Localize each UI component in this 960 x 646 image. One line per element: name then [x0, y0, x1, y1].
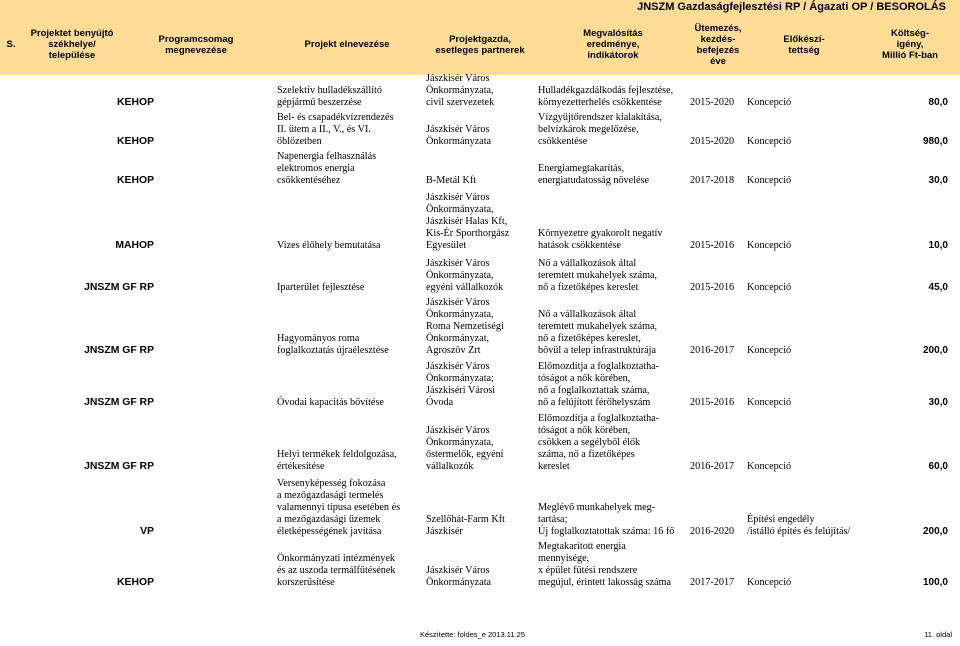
owner-cell: Jászkisér Város Önkormányzata, őstermelők, egyéni vállalkozók	[426, 425, 504, 472]
header-result: Megvalósítás eredménye, indikátorok	[583, 28, 643, 61]
header-program: Programcsomag megnevezése	[158, 33, 234, 56]
result-cell: Előmozdítja a foglalkoztatha- tóságot a nők körében, csökken a segélyből élők száma, nő a fizetőképes kereslet	[538, 413, 660, 472]
prep-cell: Koncepció	[747, 282, 792, 293]
header-applicant: Projektet benyújtó székhelye/ települése	[30, 28, 114, 61]
header-prep: Előkészí- tettség	[783, 33, 825, 56]
schedule-cell: 2017-2018	[690, 175, 735, 186]
schedule-cell: 2015-2020	[690, 97, 735, 108]
table-row	[0, 189, 960, 254]
table-header	[0, 14, 960, 75]
project-cell: Vizes élőhely bemutatása	[277, 240, 381, 251]
owner-cell: Jászkisér Város Önkormányzata	[426, 565, 492, 588]
header-project: Projekt elnevezése	[304, 39, 390, 50]
result-cell: Hulladékgazdálkodás fejlesztése, környezetterhelés csökkentése	[538, 85, 674, 108]
prep-cell: Építési engedély /istálló építés és felújítás/	[747, 514, 851, 537]
footer-author: Készítette: foldes_e 2013.11.25	[420, 630, 525, 639]
prep-cell: Koncepció	[747, 577, 792, 588]
result-cell: Környezetre gyakorolt negatív hatások csökkentése	[538, 228, 663, 251]
project-cell: Versenyképesség fokozása a mezőgazdasági termelés valamennyi típusa esetében és a mezőgazdasági üzemek életképességének javítása	[277, 478, 401, 537]
table-row	[0, 475, 960, 540]
result-cell: Nő a vállalkozások által teremtett mukahelyek száma, nő a fizetőképes kereslet, bővül a telep infrastruktúrája	[538, 309, 658, 356]
owner-cell: Jászkisér Város Önkormányzata, egyéni vállalkozók	[426, 258, 504, 293]
project-cell: Hagyományos roma foglalkoztatás újraélesztése	[277, 333, 389, 356]
owner-cell: Jászkisér Város Önkormányzata, Jászkisér Halas Kft, Kis-Ér Sporthorgász Egyesület	[426, 192, 510, 251]
owner-cell: Szellőhát-Farm Kft Jászkisér	[426, 514, 505, 537]
header-cost: Költség- igény, Millió Ft-ban	[882, 28, 938, 61]
project-cell: Helyi termékek feldolgozása, értékesítése	[277, 449, 397, 472]
schedule-cell: 2015-2020	[690, 136, 735, 147]
result-cell: Vízgyűjtőrendszer kialakítása, belvízkárok megelőzése, csökkentése	[538, 112, 662, 147]
schedule-cell: 2016-2017	[690, 345, 735, 356]
schedule-cell: 2015-2016	[690, 282, 735, 293]
schedule-cell: 2016-2020	[690, 526, 735, 537]
prep-cell: Koncepció	[747, 136, 792, 147]
owner-cell: Jászkisér Város Önkormányzata, Roma Nemzetiségi Önkormányzat, Agroszöv Zrt	[426, 297, 504, 356]
project-cell: Iparterület fejlesztése	[277, 282, 365, 293]
prep-cell: Koncepció	[747, 175, 792, 186]
schedule-cell: 2015-2016	[690, 240, 735, 251]
project-cell: Szelektív hulladékszállító gépjármű beszerzése	[277, 85, 382, 108]
schedule-cell: 2016-2017	[690, 461, 735, 472]
owner-cell: Jászkisér Város Önkormányzata; Jászkiséri Városi Óvoda	[426, 361, 496, 408]
result-cell: Meglévő munkahelyek meg- tartása; Új foglalkoztatottak száma: 16 fő	[538, 502, 675, 537]
table-row	[0, 296, 960, 359]
table-row	[0, 359, 960, 411]
prep-cell: Koncepció	[747, 97, 792, 108]
table-row	[0, 111, 960, 150]
program-cell: JNSZM GF RP	[84, 345, 154, 356]
result-cell: Nő a vállalkozások által teremtett mukahelyek száma, nő a fizetőképes kereslet	[538, 258, 658, 293]
cost-cell: 200,0	[922, 526, 948, 537]
cost-cell: 30,0	[928, 175, 948, 186]
header-schedule: Ütemezés, kezdés- befejezés éve	[694, 22, 742, 67]
cost-cell: 60,0	[928, 461, 948, 472]
cost-cell: 100,0	[922, 577, 948, 588]
table-row	[0, 150, 960, 189]
cost-cell: 200,0	[922, 345, 948, 356]
result-cell: Megtakarított energia mennyisége, x épület fűtési rendszere megújul, érintett lakosság száma	[538, 541, 671, 588]
schedule-cell: 2015-2016	[690, 397, 735, 408]
cost-cell: 30,0	[928, 397, 948, 408]
prep-cell: Koncepció	[747, 397, 792, 408]
table-row	[0, 75, 960, 111]
project-cell: Bel- és csapadékvízrendezés II. ütem a II., V., és VI. öblözetben	[277, 112, 394, 147]
program-cell: MAHOP	[115, 240, 154, 251]
cost-cell: 10,0	[928, 240, 948, 251]
program-cell: KEHOP	[117, 97, 154, 108]
program-cell: VP	[140, 526, 154, 537]
owner-cell: Jászkisér Város Önkormányzata, civil szervezetek	[426, 73, 495, 108]
program-cell: KEHOP	[117, 136, 154, 147]
header-owner: Projektgazda, esetleges partnerek	[435, 33, 525, 56]
schedule-cell: 2017-2017	[690, 577, 735, 588]
table-row	[0, 411, 960, 475]
project-cell: Napenergia felhasználás elektromos energia csökkentéséhez	[277, 151, 377, 186]
program-cell: KEHOP	[117, 175, 154, 186]
result-cell: Energiamegtakarítás, energiatudatosság növelése	[538, 163, 649, 186]
page-title: JNSZM Gazdaságfejlesztési RP / Ágazati OP / BESOROLÁS	[0, 0, 960, 14]
result-cell: Előmozdítja a foglalkoztatha- tóságot a nők körében, nő a foglalkoztattak száma, nő a felújított férőhelyszám	[538, 361, 660, 408]
footer-page-number: 11. oldal	[924, 630, 952, 639]
project-cell: Önkormányzati intézmények és az uszoda termálfűtésének korszerűsítése	[277, 553, 396, 588]
program-cell: KEHOP	[117, 577, 154, 588]
header-s: S.	[6, 39, 16, 50]
program-cell: JNSZM GF RP	[84, 282, 154, 293]
prep-cell: Koncepció	[747, 345, 792, 356]
cost-cell: 45,0	[928, 282, 948, 293]
cost-cell: 980,0	[922, 136, 948, 147]
prep-cell: Koncepció	[747, 240, 792, 251]
prep-cell: Koncepció	[747, 461, 792, 472]
table-row	[0, 540, 960, 591]
program-cell: JNSZM GF RP	[84, 397, 154, 408]
project-cell: Óvodai kapacitás bővítése	[277, 397, 384, 408]
owner-cell: Jászkisér Város Önkormányzata	[426, 124, 492, 147]
program-cell: JNSZM GF RP	[84, 461, 154, 472]
owner-cell: B-Metál Kft	[426, 175, 477, 186]
table-row	[0, 254, 960, 296]
cost-cell: 80,0	[928, 97, 948, 108]
